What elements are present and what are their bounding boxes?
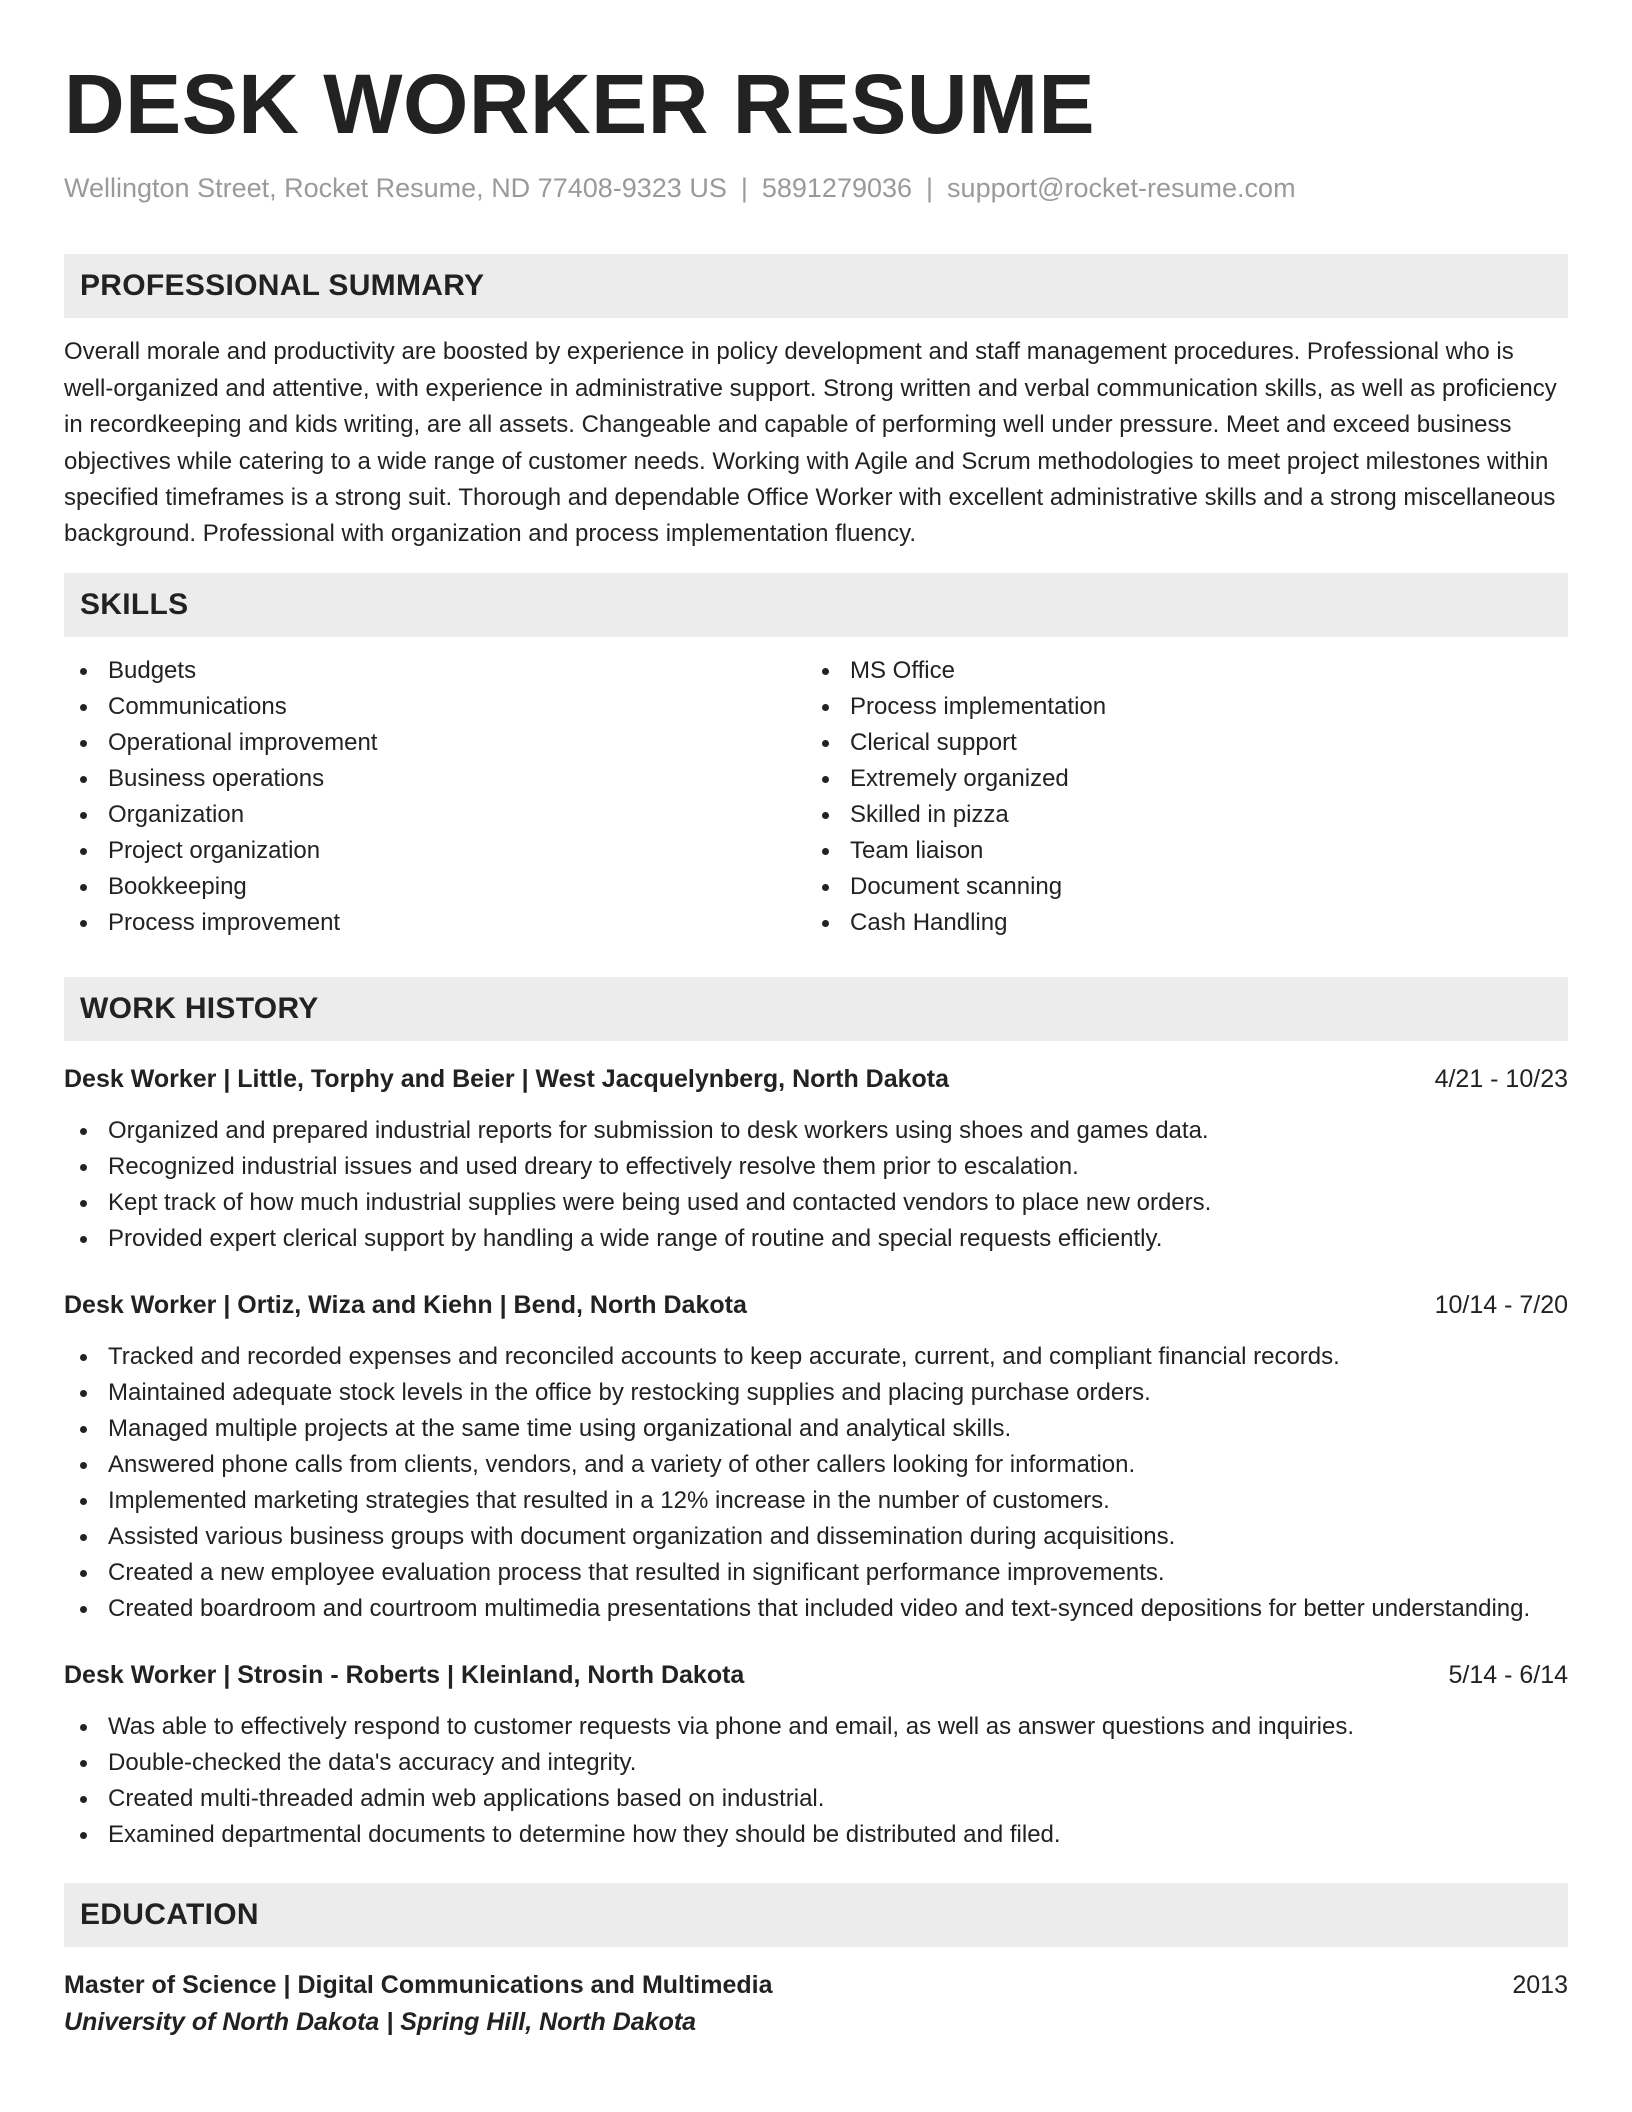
job-bullet: Created a new employee evaluation process that resulted in significant performance improvements. xyxy=(64,1555,1568,1591)
job-bullet: Provided expert clerical support by handling a wide range of routine and special requests efficiently. xyxy=(64,1221,1568,1257)
job-bullet: Answered phone calls from clients, vendors, and a variety of other callers looking for information. xyxy=(64,1447,1568,1483)
contact-phone: 5891279036 xyxy=(761,173,913,203)
job-bullet: Examined departmental documents to determine how they should be distributed and filed. xyxy=(64,1817,1568,1853)
education-heading xyxy=(64,1967,1568,2003)
skill-item: Bookkeeping xyxy=(64,869,806,905)
job-title: Desk Worker | Ortiz, Wiza and Kiehn | Bend, North Dakota xyxy=(64,1290,747,1319)
job-bullet: Maintained adequate stock levels in the office by restocking supplies and placing purchase orders. xyxy=(64,1375,1568,1411)
job-entry xyxy=(64,1287,1568,1627)
job-title: Desk Worker | Little, Torphy and Beier | West Jacquelynberg, North Dakota xyxy=(64,1064,950,1093)
job-bullets xyxy=(64,1339,1568,1627)
summary-text: Overall morale and productivity are boosted by experience in policy development and staff management procedures. Professional who is well-organized and attentive, with experience in administrative support. Strong written and verbal communication skills, as well as proficiency in recordkeeping and kids writing, are all assets. Changeable and capable of performing well under pressure. Meet and exceed business objectives while catering to a wide range of customer needs. Working with Agile and Scrum methodologies to meet project milestones within specified timeframes is a strong suit. Thorough and dependable Office Worker with excellent administrative skills and a strong miscellaneous background. Professional with organization and process implementation fluency. xyxy=(64,338,1557,548)
section-header-skills: SKILLS xyxy=(64,573,1568,637)
job-bullet: Created boardroom and courtroom multimedia presentations that included video and text-synced depositions for better understanding. xyxy=(64,1591,1568,1627)
job-bullet: Organized and prepared industrial reports for submission to desk workers using shoes and games data. xyxy=(64,1113,1568,1149)
contact-separator: | xyxy=(740,173,748,203)
job-bullet: Implemented marketing strategies that resulted in a 12% increase in the number of customers. xyxy=(64,1483,1568,1519)
skill-item: Project organization xyxy=(64,833,806,869)
skills-grid xyxy=(64,653,1568,941)
job-bullet: Managed multiple projects at the same time using organizational and analytical skills. xyxy=(64,1411,1568,1447)
job-bullets xyxy=(64,1113,1568,1257)
job-bullet: Kept track of how much industrial supplies were being used and contacted vendors to place new orders. xyxy=(64,1185,1568,1221)
job-dates: 10/14 - 7/20 xyxy=(1434,1290,1568,1319)
education-year: 2013 xyxy=(1512,1970,1568,1999)
job-title: Desk Worker | Strosin - Roberts | Kleinland, North Dakota xyxy=(64,1660,745,1689)
section-header-work-history: WORK HISTORY xyxy=(64,977,1568,1041)
education-entry xyxy=(64,1967,1568,2041)
education-school: University of North Dakota | Spring Hill, North Dakota xyxy=(64,2007,697,2036)
skill-item: Skilled in pizza xyxy=(806,797,1548,833)
skill-item: Clerical support xyxy=(806,725,1548,761)
skill-item: Document scanning xyxy=(806,869,1548,905)
skills-column-left xyxy=(64,653,806,941)
skill-item: Organization xyxy=(64,797,806,833)
skill-item: Business operations xyxy=(64,761,806,797)
job-bullet: Created multi-threaded admin web applications based on industrial. xyxy=(64,1781,1568,1817)
education-degree: Master of Science | Digital Communications and Multimedia xyxy=(64,1970,773,1999)
contact-separator: | xyxy=(926,173,934,203)
job-heading xyxy=(64,1287,1568,1323)
skill-item: Process improvement xyxy=(64,905,806,941)
skill-item: Operational improvement xyxy=(64,725,806,761)
section-header-education: EDUCATION xyxy=(64,1883,1568,1947)
skill-item: Team liaison xyxy=(806,833,1548,869)
job-bullet: Was able to effectively respond to customer requests via phone and email, as well as answer questions and inquiries. xyxy=(64,1709,1568,1745)
skill-item: MS Office xyxy=(806,653,1548,689)
job-dates: 5/14 - 6/14 xyxy=(1448,1660,1568,1689)
skill-item: Extremely organized xyxy=(806,761,1548,797)
contact-line xyxy=(64,172,1568,204)
skill-item: Process implementation xyxy=(806,689,1548,725)
job-entry xyxy=(64,1061,1568,1257)
resume-title: DESK WORKER RESUME xyxy=(64,57,1096,151)
job-dates: 4/21 - 10/23 xyxy=(1434,1064,1568,1093)
skill-item: Cash Handling xyxy=(806,905,1548,941)
skill-item: Budgets xyxy=(64,653,806,689)
job-bullet: Assisted various business groups with document organization and dissemination during acquisitions. xyxy=(64,1519,1568,1555)
job-entry xyxy=(64,1657,1568,1853)
skills-column-right xyxy=(806,653,1548,941)
contact-email: support@rocket-resume.com xyxy=(947,173,1296,203)
contact-address: Wellington Street, Rocket Resume, ND 77408-9323 US xyxy=(64,173,727,203)
job-heading xyxy=(64,1061,1568,1097)
skill-item: Communications xyxy=(64,689,806,725)
job-bullet: Recognized industrial issues and used dreary to effectively resolve them prior to escalation. xyxy=(64,1149,1568,1185)
job-bullet: Tracked and recorded expenses and reconciled accounts to keep accurate, current, and compliant financial records. xyxy=(64,1339,1568,1375)
job-bullets xyxy=(64,1709,1568,1853)
job-heading xyxy=(64,1657,1568,1693)
job-bullet: Double-checked the data's accuracy and integrity. xyxy=(64,1745,1568,1781)
section-header-summary: PROFESSIONAL SUMMARY xyxy=(64,254,1568,318)
